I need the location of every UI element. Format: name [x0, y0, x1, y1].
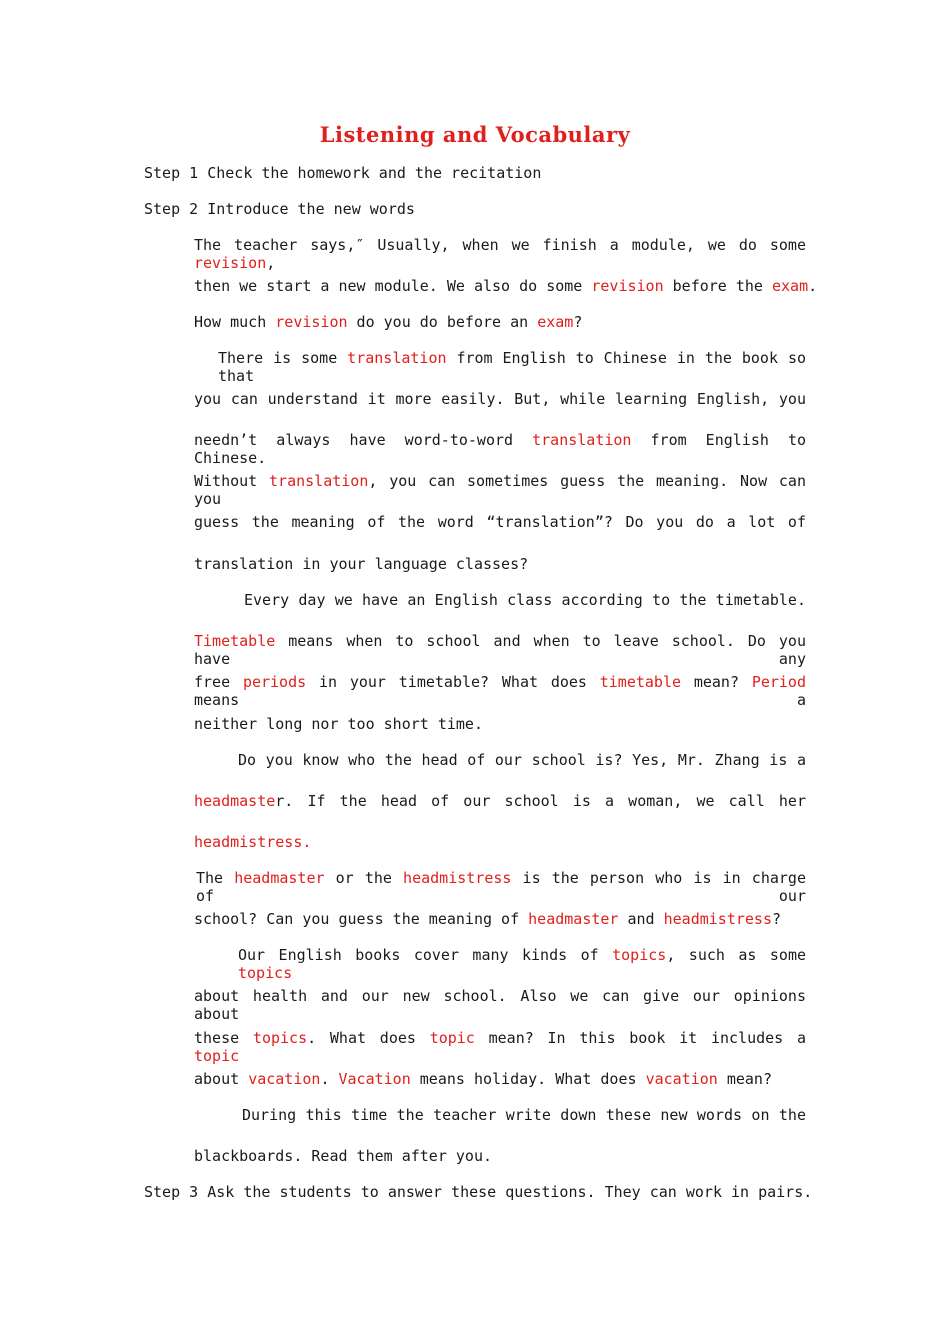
- text-run: Every day we have an English class according to the timetable.: [244, 591, 806, 609]
- paragraph-line: [194, 472, 806, 508]
- text-run: ?: [573, 313, 583, 331]
- paragraph-line: [194, 277, 818, 295]
- text-run: During this time the teacher write down these new words on the: [242, 1106, 806, 1124]
- paragraph-line: [194, 313, 806, 331]
- text-run: from English to Chinese.: [194, 431, 807, 467]
- paragraph-line: [194, 1029, 806, 1065]
- text-run: free: [194, 673, 243, 691]
- vocabulary-word: headmaste: [194, 792, 276, 810]
- vocabulary-word: translation: [269, 472, 369, 490]
- text-run: mean?: [717, 1070, 772, 1088]
- step-2: Step 2 Introduce the new words: [144, 200, 415, 218]
- text-run: r. If the head of our school is a woman, we call her: [275, 792, 806, 810]
- vocabulary-word: Vacation: [338, 1070, 411, 1088]
- vocabulary-word: exam: [537, 313, 574, 331]
- text-run: these: [194, 1029, 253, 1047]
- vocabulary-word: vacation: [645, 1070, 718, 1088]
- vocabulary-word: vacation: [248, 1070, 321, 1088]
- text-run: about: [194, 1070, 249, 1088]
- text-run: before the: [663, 277, 772, 295]
- text-run: .: [808, 277, 818, 295]
- vocabulary-word: headmistress.: [194, 833, 312, 851]
- text-run: about health and our new school. Also we can give our opinions about: [194, 987, 806, 1023]
- text-run: .: [320, 1070, 339, 1088]
- vocabulary-word: revision: [194, 254, 267, 272]
- text-run: . What does: [307, 1029, 430, 1047]
- text-run: Without: [194, 472, 270, 490]
- text-run: mean? In this book it includes a: [474, 1029, 806, 1047]
- paragraph-line: [194, 833, 806, 851]
- vocabulary-word: headmistress: [663, 910, 772, 928]
- text-run: school? Can you guess the meaning of: [194, 910, 529, 928]
- vocabulary-word: topics: [252, 1029, 308, 1047]
- text-run: , you can sometimes guess the meaning. Now can you: [194, 472, 806, 508]
- text-run: from English to Chinese in the book so that: [218, 349, 806, 385]
- vocabulary-word: topic: [194, 1047, 240, 1065]
- vocabulary-word: Period: [751, 673, 806, 691]
- paragraph-line: [194, 1147, 806, 1165]
- paragraph-line: [242, 1106, 806, 1124]
- text-run: neither long nor too short time.: [194, 715, 483, 733]
- vocabulary-word: topics: [612, 946, 667, 964]
- text-run: means holiday. What does: [410, 1070, 646, 1088]
- text-run: you can understand it more easily. But, while learning English, you: [194, 390, 806, 408]
- vocabulary-word: translation: [347, 349, 447, 367]
- text-run: translation in your language classes?: [194, 555, 529, 573]
- vocabulary-word: Timetable: [194, 632, 276, 650]
- text-run: do you do before an: [347, 313, 538, 331]
- vocabulary-word: revision: [591, 277, 664, 295]
- paragraph-line: [194, 431, 806, 467]
- text-run: then we start a new module. We also do some: [194, 277, 592, 295]
- vocabulary-word: topics: [238, 964, 293, 982]
- text-run: How much: [194, 313, 276, 331]
- text-run: needn’t always have word-to-word: [194, 431, 533, 449]
- text-run: The: [196, 869, 235, 887]
- text-run: The teacher says,″ Usually, when we finish a module, we do some: [194, 236, 806, 254]
- text-run: means a: [194, 691, 806, 709]
- vocabulary-word: topic: [429, 1029, 475, 1047]
- text-run: guess the meaning of the word “translation”? Do you do a lot of: [194, 513, 806, 531]
- paragraph-line: [194, 236, 806, 272]
- paragraph-line: [194, 513, 806, 531]
- vocabulary-word: periods: [242, 673, 307, 691]
- paragraph-line: [194, 910, 806, 928]
- paragraph-line: [238, 946, 806, 982]
- paragraph-line: [238, 751, 806, 769]
- paragraph-line: [194, 390, 806, 408]
- document-title: Listening and Vocabulary: [319, 122, 631, 147]
- text-run: is the person who is in charge of our: [196, 869, 806, 905]
- text-run: , such as some: [666, 946, 807, 964]
- vocabulary-word: timetable: [599, 673, 682, 691]
- text-run: mean?: [681, 673, 752, 691]
- text-run: ?: [771, 910, 782, 928]
- paragraph-line: [194, 1070, 806, 1088]
- text-run: or the: [324, 869, 404, 887]
- vocabulary-word: revision: [275, 313, 348, 331]
- paragraph-line: [218, 349, 806, 385]
- paragraph-line: [194, 632, 806, 668]
- paragraph-line: [194, 715, 806, 733]
- paragraph-line: [194, 673, 806, 709]
- paragraph-line: [194, 792, 806, 810]
- paragraph-line: [194, 987, 806, 1023]
- vocabulary-word: exam: [771, 277, 809, 295]
- text-run: Our English books cover many kinds of: [238, 946, 613, 964]
- paragraph-line: [244, 591, 806, 609]
- vocabulary-word: headmaster: [234, 869, 325, 887]
- text-run: and: [618, 910, 664, 928]
- step-3: Step 3 Ask the students to answer these questions. They can work in pairs.: [144, 1183, 813, 1201]
- paragraph-line: [194, 555, 806, 573]
- vocabulary-word: headmaster: [528, 910, 619, 928]
- text-run: in your timetable? What does: [306, 673, 600, 691]
- step-1: Step 1 Check the homework and the recitation: [144, 164, 542, 182]
- text-run: There is some: [218, 349, 348, 367]
- paragraph-line: [196, 869, 806, 905]
- text-run: ,: [266, 254, 276, 272]
- vocabulary-word: translation: [532, 431, 632, 449]
- text-run: means when to school and when to leave school. Do you have any: [194, 632, 806, 668]
- vocabulary-word: headmistress: [403, 869, 512, 887]
- text-run: Do you know who the head of our school is? Yes, Mr. Zhang is a: [238, 751, 806, 769]
- text-run: blackboards. Read them after you.: [194, 1147, 493, 1165]
